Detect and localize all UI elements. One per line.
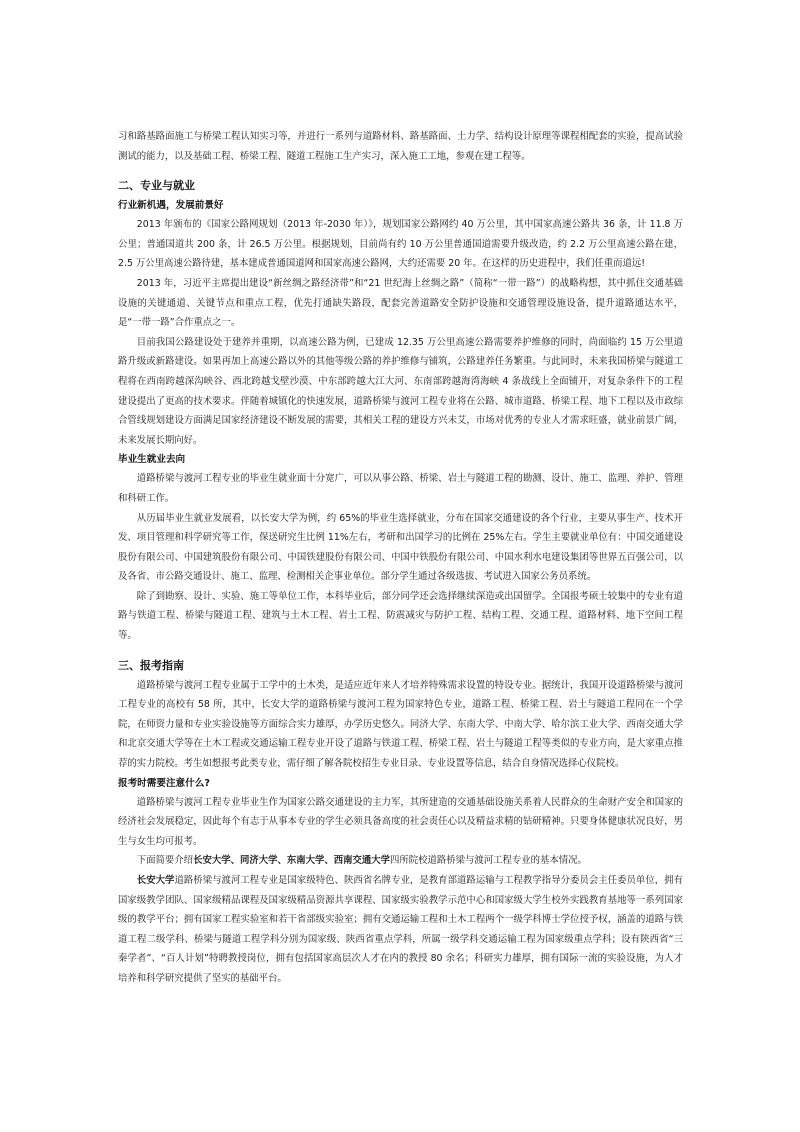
university-intro-prefix: 下面简要介绍 <box>136 855 194 867</box>
paragraph-changan-university <box>118 871 683 989</box>
subheading-industry-outlook: 行业新机遇，发展前景好 <box>118 200 224 212</box>
paragraph-program-overview: 道路桥梁与渡河工程专业属于工学中的土木类，是适应近年来人才培养特殊需求设置的特设专业。据统计，我国开设道路桥梁与渡河工程专业的高校有 58 所，其中，长安大学的道路桥梁与渡河工程为国家特色专业，道路工程、桥梁工程、岩土与隧道工程同在一个学院，在师资力量和专业实验设施等方面综合实力雄厚，办学历史悠久。同济大学、东南大学、中南大学、哈尔滨工业大学、西南交通大学和北京交通大学等在土木工程或交通运输工程专业开设了道路与铁道工程、桥梁工程、岩土与隧道工程等类似的专业方向，是大家重点推荐的实力院校。考生如想报考此类专业，需仔细了解各院校招生专业目录、专业设置等信息，结合自身情况选择心仪院校。 <box>118 679 683 770</box>
document-page <box>118 127 683 989</box>
paragraph-road-network-plan: 2013 年颁布的《国家公路网规划（2013 年-2030 年）》，规划国家公路网约 40 万公里，其中国家高速公路共 36 条，计 11.8 万公里；普通国道共 200 条，计 26.5 万公里。根据规划，目前尚有约 10 万公里普通国道需要升级改造，约 2.2 万公里高速公路在建，2.5 万公里高速公路待建，基本建成普通国道网和国家高速公路网，大约还需要 20 年。在这样的历史进程中，我们任重而道远! <box>118 219 683 270</box>
paragraph-construction-outlook: 目前我国公路建设处于建养并重期，以高速公路为例，已建成 12.35 万公里高速公路需要养护维修的同时，尚面临约 15 万公里道路升级或新路建设。如果再加上高速公路以外的其他等级公路的养护维修与铺筑，公路建养任务繁重。与此同时，未来我国桥梁与隧道工程将在西南跨越深沟峡谷、西北跨越戈壁沙漠、中东部跨越大江大河、东南部跨越海湾海峡 4 条战线上全面铺开，对复杂条件下的工程建设提出了更高的技术要求。伴随着城镇化的快速发展，道路桥梁与渡河工程专业将在公路、城市道路、桥梁工程、地下工程以及市政综合管线规划建设方面满足国家经济建设不断发展的需要，其相关工程的建设方兴未艾，市场对优秀的专业人才需求旺盛，就业前景广阔，未来发展长期向好。 <box>118 336 683 446</box>
paragraph-university-intro <box>118 851 683 871</box>
paragraph-belt-and-road: 2013 年，习近平主席提出建设“新丝绸之路经济带”和“21 世纪海上丝绸之路”（简称“一带一路”）的战略构想，其中抓住交通基础设施的关键通道、关键节点和重点工程，优先打通缺失路段，配套完善道路安全防护设施和交通管理设施设备，提升道路通达水平，是“一带一路”合作重点之一。 <box>118 277 683 329</box>
subheading-application-notes: 报考时需要注意什么? <box>118 777 210 789</box>
section-heading-application-guide: 三、报考指南 <box>118 658 184 672</box>
paragraph-further-study: 除了到勘察、设计、实验、施工等单位工作，本科毕业后，部分同学还会选择继续深造或出国留学。全国报考硕士较集中的专业有道路与铁道工程、桥梁与隧道工程、建筑与土木工程、岩土工程、防震减灾与防护工程、结构工程、交通工程、道路材料、地下空间工程等。 <box>118 590 683 642</box>
changan-university-description: 道路桥梁与渡河工程专业是国家级特色、陕西省名牌专业，是教育部道路运输与工程教学指导分委员会主任委员单位，拥有国家级教学团队、国家级精品课程及国家级精品资源共享课程、国家级实验教学示范中心和国家级大学生校外实践教育基地等一系列国家级的教学平台；拥有国家工程实验室和若干省部级实验室；拥有交通运输工程和土木工程两个一级学科博士学位授予权，涵盖的道路与铁道工程二级学科、桥梁与隧道工程学科分别为国家级、陕西省重点学科，所属一级学科交通运输工程为国家级重点学科；设有陕西省“三秦学者”、“百人计划”特聘教授岗位，拥有包括国家高层次人才在内的教授 80 余名；科研实力雄厚，拥有国际一流的实验设施，为人才培养和科学研究提供了坚实的基础平台。 <box>118 875 683 984</box>
paragraph-employment-statistics: 从历届毕业生就业发展看，以长安大学为例，约 65%的毕业生选择就业，分布在国家交通建设的各个行业，主要从事生产、技术开发、项目管理和科学研究等工作，保送研究生比例 11%左右，考研和出国学习的比例在 25%左右。学生主要就业单位有：中国交通建设股份有限公司、中国建筑股份有限公司、中国铁建股份有限公司、中国中铁股份有限公司、中国水利水电建设集团等世界五百强公司，以及各省、市公路交通设计、施工、监理、检测相关企事业单位。部分学生通过各级选拔、考试进入国家公务员系统。 <box>118 512 683 583</box>
university-names-bold: 长安大学、同济大学、东南大学、西南交通大学 <box>193 855 390 867</box>
subheading-graduate-destinations: 毕业生就业去向 <box>118 454 186 466</box>
paragraph-employment-scope: 道路桥梁与渡河工程专业的毕业生就业面十分宽广，可以从事公路、桥梁、岩土与隧道工程的勘测、设计、施工、监理、养护、管理和科研工作。 <box>118 473 683 504</box>
changan-university-name: 长安大学 <box>136 875 175 886</box>
paragraph-application-requirements: 道路桥梁与渡河工程专业毕业生作为国家公路交通建设的主力军，其所建造的交通基础设施关系着人民群众的生命财产安全和国家的经济社会发展稳定，因此每个有志于从事本专业的学生必须具备高度的社会责任心以及精益求精的钻研精神。只要身体健康状况良好，男生与女生均可报考。 <box>118 796 683 847</box>
intro-paragraph: 习和路基路面施工与桥梁工程认知实习等，并进行一系列与道路材料、路基路面、土力学、结构设计原理等课程相配套的实验，提高试验测试的能力，以及基础工程、桥梁工程、隧道工程施工生产实习，深入施工工地，参观在建工程等。 <box>118 131 683 162</box>
section-heading-employment: 二、专业与就业 <box>118 179 195 193</box>
university-intro-suffix: 四所院校道路桥梁与渡河工程专业的基本情况。 <box>389 855 587 867</box>
